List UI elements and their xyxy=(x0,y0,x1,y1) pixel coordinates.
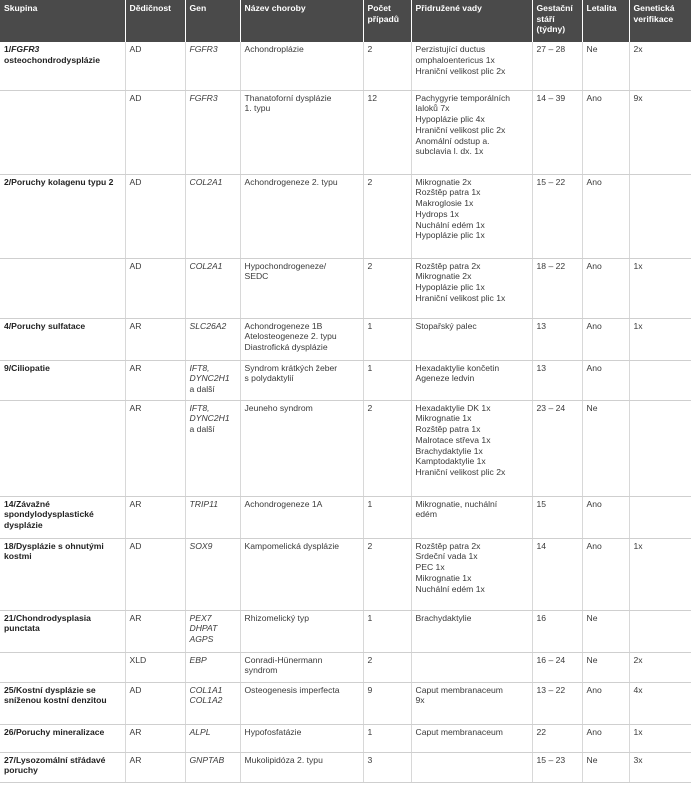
header-row xyxy=(0,0,691,42)
cell-skupina xyxy=(0,360,125,400)
cell-skupina xyxy=(0,258,125,318)
cell-gestacni: 13 xyxy=(532,318,582,360)
defect-line: Hraniční velikost plic 1x xyxy=(415,292,506,303)
cell-letalita: Ano xyxy=(582,360,629,400)
cell-letalita: Ne xyxy=(582,752,629,782)
cell-gen xyxy=(185,174,240,258)
cell-genetika: 4x xyxy=(629,682,691,724)
defect-line: Caput membranaceum xyxy=(415,684,503,695)
defect-line: Hraniční velikost plic 2x xyxy=(415,65,506,76)
disease-line: Atelosteogeneze 2. typu xyxy=(244,331,337,342)
gene-name: TRIP11 xyxy=(189,498,218,509)
defect-line: omphaloentericus 1x xyxy=(415,54,495,65)
cell-gen xyxy=(185,682,240,724)
disease-line: syndrom xyxy=(244,665,278,676)
cell-letalita: Ano xyxy=(582,258,629,318)
cell-gestacni: 14 xyxy=(532,538,582,610)
cell-pridruzene xyxy=(411,752,532,782)
gene-name: SLC26A2 xyxy=(189,320,227,331)
header-genetika: Genetická verifikace xyxy=(629,0,691,42)
cell-nazev xyxy=(240,42,363,90)
table-row xyxy=(0,652,691,682)
defect-line: Rozštěp patra 2x xyxy=(415,260,481,271)
header-dedicnost: Dědičnost xyxy=(125,0,185,42)
cell-pridruzene xyxy=(411,174,532,258)
group-gene-name: FGFR3 xyxy=(11,44,40,54)
cell-dedicnost: AD xyxy=(125,174,185,258)
disease-line: s polydaktylií xyxy=(244,373,294,384)
cell-nazev xyxy=(240,610,363,652)
cell-gen xyxy=(185,610,240,652)
cell-nazev xyxy=(240,400,363,496)
cell-pridruzene xyxy=(411,724,532,752)
header-pocet: Počet případů xyxy=(363,0,411,42)
cell-dedicnost: AD xyxy=(125,682,185,724)
gene-name: PEX7 xyxy=(189,612,212,623)
cell-skupina xyxy=(0,610,125,652)
defect-line: Hypoplázie plic 1x xyxy=(415,282,485,293)
cell-genetika xyxy=(629,174,691,258)
cell-pocet: 3 xyxy=(363,752,411,782)
cell-pridruzene xyxy=(411,496,532,538)
group-name: Poruchy kolagenu typu 2 xyxy=(11,176,114,187)
group-number: 26/ xyxy=(4,726,16,737)
defect-line: Rozštěp patra 2x xyxy=(415,540,481,551)
cell-pocet: 1 xyxy=(363,496,411,538)
group-name: Závažné spondylodysplastické dysplázie xyxy=(4,498,94,531)
gene-name: a další xyxy=(189,424,215,435)
cell-gen xyxy=(185,752,240,782)
cell-nazev xyxy=(240,652,363,682)
gene-name: COL2A1 xyxy=(189,176,223,187)
group-name: Dysplázie s ohnutými kostmi xyxy=(4,540,104,562)
cell-letalita: Ano xyxy=(582,682,629,724)
cell-genetika: 3x xyxy=(629,752,691,782)
cell-pocet: 12 xyxy=(363,90,411,174)
header-skupina: Skupina xyxy=(0,0,125,42)
cell-pocet: 2 xyxy=(363,538,411,610)
disease-line: Achondroplázie xyxy=(244,44,304,54)
cell-nazev xyxy=(240,682,363,724)
cell-dedicnost: AR xyxy=(125,496,185,538)
defect-line: laloků 7x xyxy=(415,103,450,114)
gene-name: GNPTAB xyxy=(189,754,225,765)
defect-line: Pachygyrie temporálních xyxy=(415,92,511,103)
defect-line: Hydrops 1x xyxy=(415,208,459,219)
defect-line: subclavia l. dx. 1x xyxy=(415,146,484,157)
cell-nazev xyxy=(240,360,363,400)
header-pridruzene: Přidružené vady xyxy=(411,0,532,42)
table-row xyxy=(0,496,691,538)
defect-line: Rozštěp patra 1x xyxy=(415,424,481,435)
cell-gestacni: 15 xyxy=(532,496,582,538)
cell-pridruzene xyxy=(411,652,532,682)
gene-name: COL2A1 xyxy=(189,260,223,271)
cell-skupina xyxy=(0,174,125,258)
cell-pridruzene xyxy=(411,90,532,174)
cell-dedicnost: AR xyxy=(125,360,185,400)
gene-name: FGFR3 xyxy=(189,44,218,54)
cell-gen xyxy=(185,496,240,538)
disease-line: Achondrogeneze 1B xyxy=(244,320,323,331)
group-number: 27/ xyxy=(4,754,16,765)
cell-nazev xyxy=(240,90,363,174)
gene-name: AGPS xyxy=(189,634,214,645)
defect-line: Malrotace střeva 1x xyxy=(415,434,491,445)
cell-pridruzene xyxy=(411,400,532,496)
defect-line: Hraniční velikost plic 2x xyxy=(415,467,506,478)
cell-pridruzene xyxy=(411,42,532,90)
table-row xyxy=(0,682,691,724)
cell-genetika: 9x xyxy=(629,90,691,174)
cell-skupina xyxy=(0,400,125,496)
disease-line: Diastrofická dysplázie xyxy=(244,342,328,353)
cell-pocet: 1 xyxy=(363,360,411,400)
defect-line: Mikrognatie 1x xyxy=(415,413,472,424)
cell-nazev xyxy=(240,174,363,258)
group-name: Kostní dysplázie se sníženou kostní denzitou xyxy=(4,684,107,706)
cell-gestacni: 13 – 22 xyxy=(532,682,582,724)
cell-nazev xyxy=(240,258,363,318)
group-number: 21/ xyxy=(4,612,16,623)
gene-name: DYNC2H1 xyxy=(189,413,230,424)
group-name: Ciliopatie xyxy=(11,362,50,373)
disease-line: Hypochondrogeneze/ xyxy=(244,260,327,271)
cell-skupina xyxy=(0,42,125,90)
table-row xyxy=(0,538,691,610)
cell-genetika xyxy=(629,400,691,496)
header-gestacni: Gestační stáří (týdny) xyxy=(532,0,582,42)
cell-dedicnost: AR xyxy=(125,400,185,496)
cell-gestacni: 27 – 28 xyxy=(532,42,582,90)
cell-gen xyxy=(185,360,240,400)
cell-genetika: 2x xyxy=(629,652,691,682)
group-name: osteochondrodysplázie xyxy=(4,54,100,65)
disease-line: Kampomelická dysplázie xyxy=(244,540,340,551)
cell-nazev xyxy=(240,724,363,752)
group-number: 18/ xyxy=(4,540,16,551)
cell-dedicnost: AD xyxy=(125,538,185,610)
cell-gestacni: 15 – 22 xyxy=(532,174,582,258)
group-name: Poruchy sulfatace xyxy=(11,320,86,331)
disease-line: Thanatoforní dysplázie xyxy=(244,92,332,103)
disease-line: Syndrom krátkých žeber xyxy=(244,362,338,373)
cell-gen xyxy=(185,42,240,90)
group-number: 2/ xyxy=(4,176,12,187)
table-row xyxy=(0,174,691,258)
defect-line: Rozštěp patra 1x xyxy=(415,187,481,198)
cell-gestacni: 16 xyxy=(532,610,582,652)
cell-skupina xyxy=(0,724,125,752)
cell-letalita: Ano xyxy=(582,90,629,174)
table-row xyxy=(0,724,691,752)
cell-dedicnost: XLD xyxy=(125,652,185,682)
group-number: 1/ xyxy=(4,44,12,54)
defect-line: Hexadaktylie končetin xyxy=(415,362,500,373)
defect-line: Mikrognatie 1x xyxy=(415,572,472,583)
table-row xyxy=(0,42,691,90)
group-number: 4/ xyxy=(4,320,12,331)
cell-gen xyxy=(185,90,240,174)
cell-gen xyxy=(185,652,240,682)
table-row xyxy=(0,258,691,318)
defect-line: Srdeční vada 1x xyxy=(415,551,478,562)
cell-letalita: Ano xyxy=(582,538,629,610)
group-number: 25/ xyxy=(4,684,16,695)
cell-dedicnost: AR xyxy=(125,610,185,652)
cell-genetika xyxy=(629,610,691,652)
cell-pocet: 1 xyxy=(363,610,411,652)
cell-skupina xyxy=(0,90,125,174)
disease-line: SEDC xyxy=(244,271,269,282)
defect-line: Mikrognatie, nuchální xyxy=(415,498,498,509)
disease-line: Osteogenesis imperfecta xyxy=(244,684,340,695)
cell-letalita: Ano xyxy=(582,318,629,360)
gene-name: COL1A1 xyxy=(189,684,223,695)
disease-line: Mukolipidóza 2. typu xyxy=(244,754,323,765)
disease-line: Rhizomelický typ xyxy=(244,612,309,623)
cell-genetika: 1x xyxy=(629,724,691,752)
header-gen: Gen xyxy=(185,0,240,42)
cell-gestacni: 16 – 24 xyxy=(532,652,582,682)
gene-name: a další xyxy=(189,384,215,395)
gene-name: DYNC2H1 xyxy=(189,373,230,384)
defect-line: Caput membranaceum xyxy=(415,726,503,737)
defect-line: Makroglosie 1x xyxy=(415,198,474,209)
gene-name: IFT8, xyxy=(189,362,210,373)
table-row xyxy=(0,752,691,782)
cell-skupina xyxy=(0,538,125,610)
cell-letalita: Ne xyxy=(582,652,629,682)
group-name: Poruchy mineralizace xyxy=(15,726,105,737)
disease-line: 1. typu xyxy=(244,103,271,114)
group-number: 14/ xyxy=(4,498,16,509)
gene-name: DHPAT xyxy=(189,623,218,634)
cell-nazev xyxy=(240,752,363,782)
cell-genetika xyxy=(629,496,691,538)
cell-pocet: 2 xyxy=(363,258,411,318)
defect-line: Brachydaktylie xyxy=(415,612,472,623)
cell-dedicnost: AD xyxy=(125,90,185,174)
cell-dedicnost: AD xyxy=(125,258,185,318)
defect-line: Brachydaktylie 1x xyxy=(415,445,483,456)
group-name: Lysozomální střádavé poruchy xyxy=(4,754,106,776)
cell-pocet: 2 xyxy=(363,174,411,258)
header-nazev: Název choroby xyxy=(240,0,363,42)
defect-line: Hraniční velikost plic 2x xyxy=(415,124,506,135)
disease-line: Jeuneho syndrom xyxy=(244,402,313,413)
cell-dedicnost: AR xyxy=(125,724,185,752)
cell-genetika: 1x xyxy=(629,258,691,318)
defect-line: Perzistující ductus xyxy=(415,44,486,54)
cell-letalita: Ano xyxy=(582,724,629,752)
defect-line: Nuchální edém 1x xyxy=(415,219,485,230)
cell-genetika: 1x xyxy=(629,538,691,610)
cell-pocet: 1 xyxy=(363,724,411,752)
cell-pocet: 2 xyxy=(363,42,411,90)
cell-pridruzene xyxy=(411,610,532,652)
cell-pocet: 2 xyxy=(363,652,411,682)
cell-pridruzene xyxy=(411,318,532,360)
cell-gen xyxy=(185,538,240,610)
cell-genetika xyxy=(629,360,691,400)
gene-name: SOX9 xyxy=(189,540,213,551)
cell-letalita: Ano xyxy=(582,496,629,538)
cell-skupina xyxy=(0,752,125,782)
cell-nazev xyxy=(240,538,363,610)
cell-gestacni: 18 – 22 xyxy=(532,258,582,318)
defect-line: Hexadaktylie DK 1x xyxy=(415,402,491,413)
table-row xyxy=(0,400,691,496)
cell-pridruzene xyxy=(411,258,532,318)
cell-pridruzene xyxy=(411,360,532,400)
table-row xyxy=(0,90,691,174)
cell-gestacni: 13 xyxy=(532,360,582,400)
header-letalita: Letalita xyxy=(582,0,629,42)
cell-pridruzene xyxy=(411,682,532,724)
gene-name: FGFR3 xyxy=(189,92,218,103)
cell-gen xyxy=(185,258,240,318)
defect-line: Stopařský palec xyxy=(415,320,477,331)
cell-letalita: Ne xyxy=(582,42,629,90)
gene-name: IFT8, xyxy=(189,402,210,413)
defect-line: Mikrognatie 2x xyxy=(415,176,472,187)
defect-line: Mikrognatie 2x xyxy=(415,271,472,282)
cell-gestacni: 22 xyxy=(532,724,582,752)
group-number: 9/ xyxy=(4,362,12,373)
cell-skupina xyxy=(0,496,125,538)
defect-line: Hypoplázie plic 4x xyxy=(415,114,485,125)
defect-line: Ageneze ledvin xyxy=(415,373,475,384)
cell-skupina xyxy=(0,652,125,682)
defect-line: edém xyxy=(415,509,437,520)
group-name: Chondrodysplasia punctata xyxy=(4,612,91,634)
defect-line: Anomální odstup a. xyxy=(415,135,490,146)
gene-name: COL1A2 xyxy=(189,695,223,706)
cell-dedicnost: AR xyxy=(125,752,185,782)
cell-dedicnost: AD xyxy=(125,42,185,90)
cell-pocet: 2 xyxy=(363,400,411,496)
disease-line: Hypofosfatázie xyxy=(244,726,302,737)
cell-skupina xyxy=(0,318,125,360)
cell-gen xyxy=(185,724,240,752)
cell-letalita: Ne xyxy=(582,400,629,496)
table-row xyxy=(0,318,691,360)
cell-letalita: Ano xyxy=(582,174,629,258)
disease-line: Conradi-Hünermann xyxy=(244,654,323,665)
defect-line: Kamptodaktylie 1x xyxy=(415,456,486,467)
disease-line: Achondrogeneze 2. typu xyxy=(244,176,338,187)
cell-skupina xyxy=(0,682,125,724)
cell-gestacni: 14 – 39 xyxy=(532,90,582,174)
gene-name: EBP xyxy=(189,654,207,665)
cell-pocet: 1 xyxy=(363,318,411,360)
cell-gen xyxy=(185,400,240,496)
cell-dedicnost: AR xyxy=(125,318,185,360)
cell-nazev xyxy=(240,496,363,538)
cell-nazev xyxy=(240,318,363,360)
cell-gestacni: 15 – 23 xyxy=(532,752,582,782)
cell-pridruzene xyxy=(411,538,532,610)
defect-line: PEC 1x xyxy=(415,562,445,573)
defect-line: 9x xyxy=(415,695,425,706)
table-body xyxy=(0,42,691,782)
table-row xyxy=(0,360,691,400)
defect-line: Hypoplázie plic 1x xyxy=(415,230,485,241)
cell-letalita: Ne xyxy=(582,610,629,652)
gene-name: ALPL xyxy=(189,726,211,737)
cell-pocet: 9 xyxy=(363,682,411,724)
cell-genetika: 1x xyxy=(629,318,691,360)
table-row xyxy=(0,610,691,652)
cell-gestacni: 23 – 24 xyxy=(532,400,582,496)
defect-line: Nuchální edém 1x xyxy=(415,583,485,594)
cell-gen xyxy=(185,318,240,360)
cell-genetika: 2x xyxy=(629,42,691,90)
disease-line: Achondrogeneze 1A xyxy=(244,498,323,509)
